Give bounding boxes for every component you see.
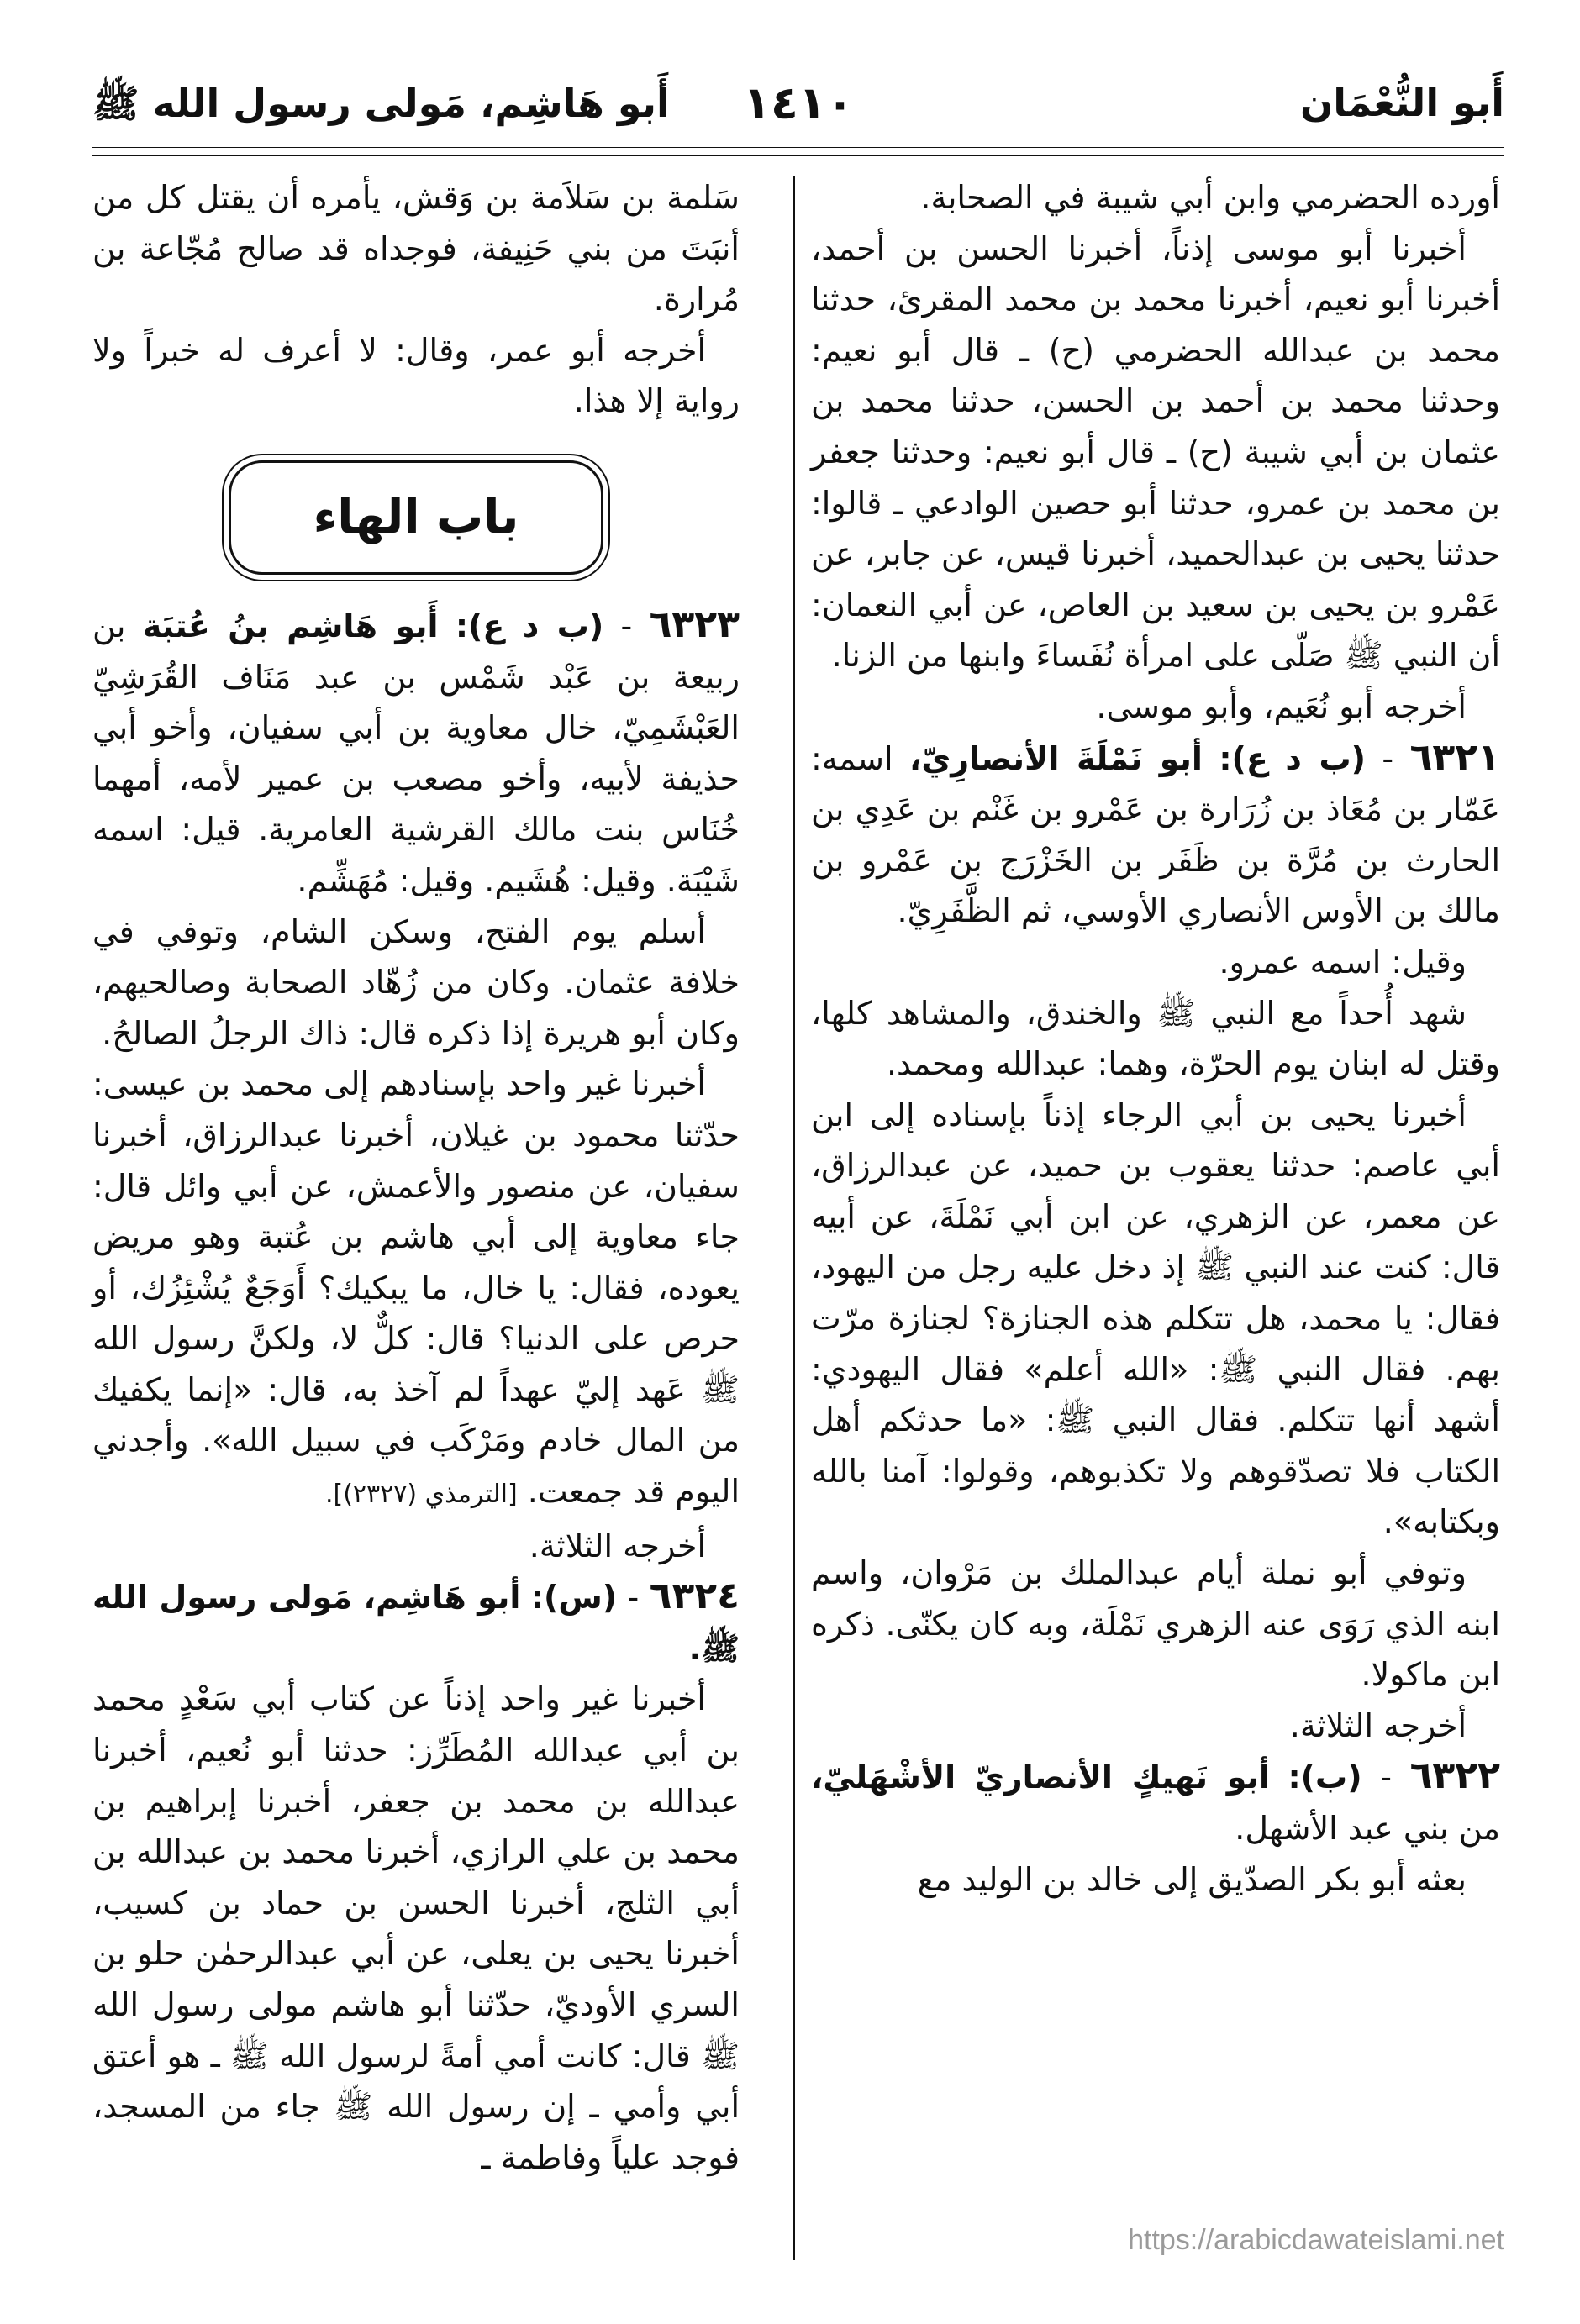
entry-number: ٦٣٢٣ <box>649 602 740 646</box>
column-divider <box>793 176 795 2260</box>
entry-text: من بني عبد الأشهل. <box>1235 1810 1500 1847</box>
paragraph <box>92 907 740 1059</box>
page-number: ١٤١٠ <box>743 76 854 129</box>
paragraph-text: أخبرنا غير واحد إذناً عن كتاب أبي سَعْدٍ محمد بن أبي عبدالله المُطَرِّز: حدثنا أبو نُعيم، أخبرنا عبدالله بن محمد بن جعفر، أخبرنا إبراهيم بن محمد بن علي الرازي، أخبرنا محمد بن عبدالله بن أبي الثلج، أخبرنا الحسن بن حماد بن كسيب، أخبرنا يحيى بن يعلى، عن أبي عبدالرحمٰن حلو بن السري الأوديّ، حدّثنا أبو هاشم مولى رسول الله ﷺ قال: كانت أمي أمةً لرسول الله ﷺ ـ هو أعتق أبي وأمي ـ إن رسول الله ﷺ جاء من المسجد، فوجد علياً وفاطمة ـ <box>92 1680 740 2176</box>
paragraph-text: وقيل: اسمه عمرو. <box>1219 943 1467 981</box>
section-heading-box <box>229 460 603 575</box>
paragraph-text: أخبرنا غير واحد بإسنادهم إلى محمد بن عيسى: حدّثنا محمود بن غيلان، أخبرنا عبدالرزاق، أخبرنا سفيان، عن منصور والأعمش، عن أبي وائل قال: جاء معاوية إلى أبي هاشم بن عُتبة وهو مريض يعوده، فقال: يا خال، ما يبكيك؟ أَوَجَعٌ يُشْئِزُك، أو حرص على الدنيا؟ قال: كلٌّ لا، ولكنَّ رسول الله ﷺ عَهد إليّ عهداً لم آخذ به، قال: «إنما يكفيك من المال خادم ومَرْكَب في سبيل الله». وأجدني اليوم قد جمعت. <box>92 1065 740 1511</box>
paragraph <box>811 1701 1500 1752</box>
running-header <box>92 76 1504 155</box>
paragraph <box>811 1090 1500 1548</box>
paragraph <box>811 1548 1500 1701</box>
watermark-url: https://arabicdawateislami.net <box>1128 2224 1504 2256</box>
entry-name: أبو هَاشِم، مَولى رسول الله ﷺ. <box>92 1579 740 1667</box>
paragraph-text: أخرجه أبو عمر، وقال: لا أعرف له خبراً ولا رواية إلا هذا. <box>92 331 740 420</box>
paragraph-text: أخبرنا أبو موسى إذناً، أخبرنا الحسن بن أحمد، أخبرنا أبو نعيم، أخبرنا محمد بن محمد المقرئ، حدثنا محمد بن عبدالله الحضرمي (ح) ـ قال أبو نعيم: وحدثنا محمد بن أحمد بن الحسن، حدثنا محمد بن عثمان بن أبي شيبة (ح) ـ قال أبو نعيم: وحدثنا جعفر بن محمد بن عمرو، حدثنا أبو حصين الوادعي ـ قالوا: حدثنا يحيى بن عبدالحميد، أخبرنا قيس، عن جابر، عن عَمْرو بن يحيى بن سعيد بن العاص، عن أبي النعمان: أن النبي ﷺ صَلّى على امرأة نُفَساءَ وابنها من الزنا. <box>811 229 1500 675</box>
paragraph <box>811 1854 1500 1906</box>
biography-entry: ٦٣٢١ - (ب د ع): أبو نَمْلَةَ الأنصارِيّ، اسمه: عَمّار بن مُعَاذ بن زُرَارة بن عَمْرو بن غَنْم بن عَدِي بن الحارث بن مُرَّة بن ظَفَر بن الخَزْرَج بن عَمْرو بن مالك بن الأوس الأنصاري الأوسي، ثم الظَّفَرِيّ. <box>811 735 1500 930</box>
header-rule <box>92 147 1504 156</box>
entry-name: أبو نَمْلَةَ الأنصارِيّ، <box>908 739 1203 777</box>
entry-text: اسمه: عَمّار بن مُعَاذ بن زُرَارة بن عَمْرو بن غَنْم بن عَدِي بن الحارث بن مُرَّة بن ظَفَر بن الخَزْرَج بن عَمْرو بن مالك بن الأوس الأنصاري الأوسي، ثم الظَّفَرِيّ. <box>811 739 1500 930</box>
paragraph <box>92 1521 740 1572</box>
paragraph <box>92 1059 740 1520</box>
paragraph <box>811 988 1500 1090</box>
paragraph-text: أخرجه الثلاثة. <box>529 1527 706 1564</box>
paragraph <box>92 172 740 325</box>
paragraph <box>811 172 1500 223</box>
header-left-title: أَبو هَاشِم، مَولى رسول الله ﷺ <box>92 81 670 126</box>
paragraph <box>811 681 1500 733</box>
paragraph-text: سَلمة بن سَلاَمة بن وَقش، يأمره أن يقتل كل من أنبَتَ من بني حَنِيفة، فوجداه قد صالح مُجّاعة بن مُرارة. <box>92 179 740 318</box>
paragraph-text: وتوفي أبو نملة أيام عبدالملك بن مَرْوان، واسم ابنه الذي رَوَى عنه الزهري نَمْلَة، وبه كان يكنّى. ذكره ابن ماكولا. <box>811 1554 1500 1694</box>
biography-entry: ٦٣٢٤ - (س): أبو هَاشِم، مَولى رسول الله ﷺ. <box>92 1575 740 1667</box>
entry-source-tag: (ب): <box>1288 1759 1362 1796</box>
paragraph-text: أخرجه أبو نُعَيم، وأبو موسى. <box>1096 687 1467 725</box>
paragraph <box>811 937 1500 988</box>
entry-number: ٦٣٢٢ <box>1409 1754 1500 1798</box>
paragraph <box>92 325 740 427</box>
entry-source-tag: (ب د ع): <box>455 607 604 644</box>
hadith-reference: [الترمذي (٢٣٢٧)]. <box>324 1480 518 1510</box>
header-right-title: أَبو النُّعْمَان <box>1299 80 1504 125</box>
paragraph-text: شهد أُحداً مع النبي ﷺ والخندق، والمشاهد كلها، وقتل له ابنان يوم الحرّة، وهما: عبدالله ومحمد. <box>811 994 1500 1083</box>
right-column <box>811 172 1500 1905</box>
left-column <box>92 172 740 2183</box>
section-heading: باب الهاء <box>313 489 519 544</box>
paragraph <box>92 1674 740 2183</box>
entry-name: أبو نَهيكٍ الأنصاريّ الأشْهَليّ، <box>811 1759 1270 1796</box>
paragraph-text: أورده الحضرمي وابن أبي شيبة في الصحابة. <box>920 179 1500 216</box>
biography-entry: ٦٣٢٣ - (ب د ع): أَبو هَاشِم بنُ عُتبَة بن ربيعة بن عَبْد شَمْس بن عبد مَنَاف القُرَشِيّ العَبْشَمِيّ، خال معاوية بن أبي سفيان، وأخو أبي حذيفة لأبيه، وأخو مصعب بن عمير لأمه، أمهما خُنَاس بنت مالك القرشية العامرية. قيل: اسمه شَيْبَة. وقيل: هُشَيم. وقيل: مُهَشِّم. <box>92 602 740 899</box>
entry-number: ٦٣٢٤ <box>649 1575 740 1618</box>
paragraph-text: أخبرنا يحيى بن أبي الرجاء إذناً بإسناده إلى ابن أبي عاصم: حدثنا يعقوب بن حميد، عن عبدالرزاق، عن معمر، عن الزهري، عن ابن أبي نَمْلَةَ، عن أبيه قال: كنت عند النبي ﷺ إذ دخل عليه رجل من اليهود، فقال: يا محمد، هل تتكلم هذه الجنازة؟ لجنازة مرّت بهم. فقال النبي ﷺ: «الله أعلم» فقال اليهودي: أشهد أنها تتكلم. فقال النبي ﷺ: «ما حدثكم أهل الكتاب فلا تصدّقوهم ولا تكذبوهم، وقولوا: آمنا بالله وبكتابه». <box>811 1096 1500 1541</box>
paragraph-text: أسلم يوم الفتح، وسكن الشام، وتوفي في خلافة عثمان. وكان من زُهّاد الصحابة وصالحيهم، وكان أبو هريرة إذا ذكره قال: ذاك الرجلُ الصالحُ. <box>92 912 740 1052</box>
paragraph-text: بعثه أبو بكر الصدّيق إلى خالد بن الوليد مع <box>917 1860 1467 1898</box>
paragraph <box>811 223 1500 681</box>
entry-name: أَبو هَاشِم بنُ عُتبَة <box>142 607 439 644</box>
entry-text: بن ربيعة بن عَبْد شَمْس بن عبد مَنَاف القُرَشِيّ العَبْشَمِيّ، خال معاوية بن أبي سفيان، وأخو أبي حذيفة لأبيه، وأخو مصعب بن عمير لأمه، أمهما خُنَاس بنت مالك القرشية العامرية. قيل: اسمه شَيْبَة. وقيل: هُشَيم. وقيل: مُهَشِّم. <box>92 607 740 899</box>
entry-number: ٦٣٢١ <box>1409 735 1500 779</box>
entry-source-tag: (ب د ع): <box>1219 739 1367 777</box>
entry-source-tag: (س): <box>530 1579 618 1617</box>
paragraph-text: أخرجه الثلاثة. <box>1289 1706 1467 1744</box>
biography-entry: ٦٣٢٢ - (ب): أبو نَهيكٍ الأنصاريّ الأشْهَليّ، من بني عبد الأشهل. <box>811 1754 1500 1847</box>
